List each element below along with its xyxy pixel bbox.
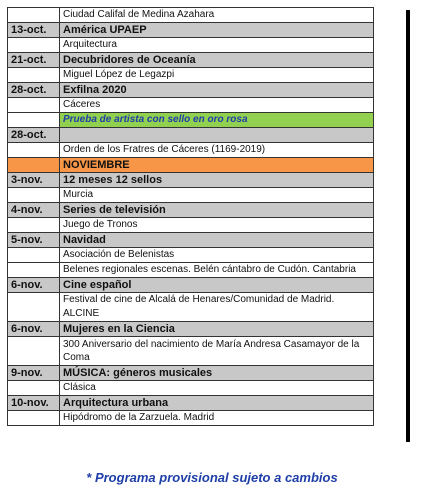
date-cell: 4-nov.: [8, 203, 60, 218]
issue-detail-cell: NOVIEMBRE: [60, 158, 374, 173]
schedule-detail-row: [8, 38, 374, 53]
schedule-date-row: [8, 322, 374, 337]
vertical-rule: [406, 10, 410, 442]
issue-theme-cell: Arquitectura urbana: [60, 396, 374, 411]
date-cell: [8, 248, 60, 263]
date-cell: [8, 113, 60, 128]
month-header-row: [8, 158, 374, 173]
issue-detail-cell: Festival de cine de Alcalá de Henares/Comunidad de Madrid. ALCINE: [60, 293, 374, 322]
issue-theme-cell: [60, 128, 374, 143]
date-cell: [8, 8, 60, 23]
issue-theme-cell: Series de televisión: [60, 203, 374, 218]
date-cell: [8, 411, 60, 426]
date-cell: [8, 293, 60, 322]
schedule-detail-row: [8, 293, 374, 322]
schedule-detail-row: [8, 113, 374, 128]
date-cell: 28-oct.: [8, 83, 60, 98]
issue-theme-cell: 12 meses 12 sellos: [60, 173, 374, 188]
stamp-schedule-table: [7, 7, 374, 426]
date-cell: 10-nov.: [8, 396, 60, 411]
schedule-detail-row: [8, 143, 374, 158]
schedule-date-row: [8, 396, 374, 411]
issue-detail-cell: Prueba de artista con sello en oro rosa: [60, 113, 374, 128]
schedule-detail-row: [8, 68, 374, 83]
issue-theme-cell: Mujeres en la Ciencia: [60, 322, 374, 337]
issue-theme-cell: Exfilna 2020: [60, 83, 374, 98]
schedule-date-row: [8, 366, 374, 381]
issue-detail-cell: 300 Aniversario del nacimiento de María Andresa Casamayor de la Coma: [60, 337, 374, 366]
issue-detail-cell: Juego de Tronos: [60, 218, 374, 233]
schedule-date-row: [8, 128, 374, 143]
date-cell: [8, 68, 60, 83]
date-cell: 6-nov.: [8, 322, 60, 337]
issue-detail-cell: Hipódromo de la Zarzuela. Madrid: [60, 411, 374, 426]
date-cell: 21-oct.: [8, 53, 60, 68]
schedule-detail-row: [8, 98, 374, 113]
date-cell: [8, 38, 60, 53]
date-cell: [8, 143, 60, 158]
schedule-date-row: [8, 83, 374, 98]
schedule-date-row: [8, 233, 374, 248]
schedule-detail-row: [8, 337, 374, 366]
issue-theme-cell: Navidad: [60, 233, 374, 248]
date-cell: 9-nov.: [8, 366, 60, 381]
issue-detail-cell: Belenes regionales escenas. Belén cántabro de Cudón. Cantabria: [60, 263, 374, 278]
schedule-body: [8, 8, 374, 426]
issue-detail-cell: Murcia: [60, 188, 374, 203]
schedule-detail-row: [8, 188, 374, 203]
schedule-date-row: [8, 278, 374, 293]
date-cell: [8, 98, 60, 113]
date-cell: [8, 337, 60, 366]
schedule-detail-row: [8, 263, 374, 278]
date-cell: [8, 263, 60, 278]
provisional-notice: * Programa provisional sujeto a cambios: [86, 470, 338, 485]
schedule-detail-row: [8, 218, 374, 233]
schedule-detail-row: [8, 8, 374, 23]
date-cell: 13-oct.: [8, 23, 60, 38]
issue-detail-cell: Miguel López de Legazpi: [60, 68, 374, 83]
issue-detail-cell: Asociación de Belenistas: [60, 248, 374, 263]
issue-detail-cell: Arquitectura: [60, 38, 374, 53]
schedule-date-row: [8, 173, 374, 188]
date-cell: 3-nov.: [8, 173, 60, 188]
issue-theme-cell: MÚSICA: géneros musicales: [60, 366, 374, 381]
date-cell: [8, 158, 60, 173]
schedule-date-row: [8, 23, 374, 38]
issue-detail-cell: Clásica: [60, 381, 374, 396]
date-cell: 6-nov.: [8, 278, 60, 293]
issue-detail-cell: Orden de los Fratres de Cáceres (1169-2019): [60, 143, 374, 158]
schedule-detail-row: [8, 381, 374, 396]
date-cell: [8, 381, 60, 396]
issue-theme-cell: América UPAEP: [60, 23, 374, 38]
date-cell: 28-oct.: [8, 128, 60, 143]
schedule-date-row: [8, 203, 374, 218]
schedule-detail-row: [8, 411, 374, 426]
issue-theme-cell: Cine español: [60, 278, 374, 293]
date-cell: [8, 188, 60, 203]
date-cell: 5-nov.: [8, 233, 60, 248]
issue-detail-cell: Cáceres: [60, 98, 374, 113]
issue-theme-cell: Decubridores de Oceanía: [60, 53, 374, 68]
issue-detail-cell: Ciudad Califal de Medina Azahara: [60, 8, 374, 23]
schedule-detail-row: [8, 248, 374, 263]
schedule-date-row: [8, 53, 374, 68]
date-cell: [8, 218, 60, 233]
